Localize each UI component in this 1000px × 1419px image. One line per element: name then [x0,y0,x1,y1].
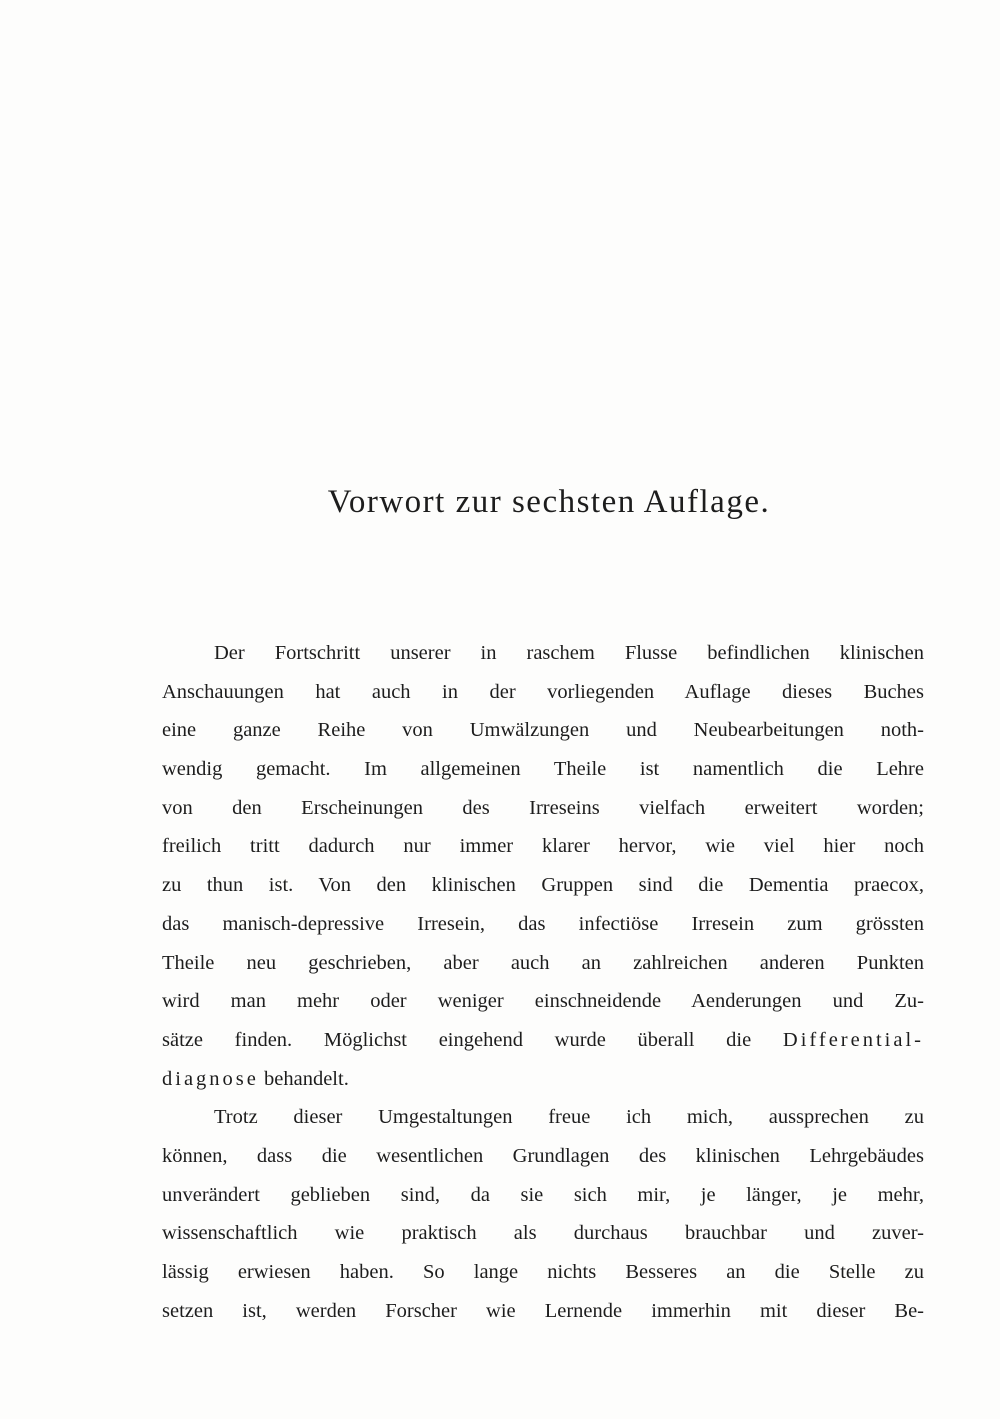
paragraph-line: Der Fortschritt unserer in raschem Flusse befindlichen klinischen [214,642,924,664]
emphasized-term: diagnose [162,1067,259,1090]
paragraph-line: zu thun ist. Von den klinischen Gruppen sind die Dementia praecox, [162,874,924,897]
paragraph-line: wird man mehr oder weniger einschneidende Aenderungen und Zu- [162,990,924,1013]
emphasized-term: Differential- [782,1028,924,1051]
paragraph-line: Anschauungen hat auch in der vorliegenden Auflage dieses Buches [162,680,924,703]
page-title: Vorwort zur sechsten Auflage. [327,484,771,520]
paragraph-line: können, dass die wesentlichen Grundlagen des klinischen Lehrgebäudes [162,1144,924,1167]
line-text: sätze finden. Möglichst eingehend wurde überall die [162,1028,752,1051]
paragraph-line: von den Erscheinungen des Irreseins vielfach erweitert worden; [162,796,924,819]
paragraph-line: freilich tritt dadurch nur immer klarer hervor, wie viel hier noch [162,835,924,858]
paragraph-line: wissenschaftlich wie praktisch als durchaus brauchbar und zuver- [162,1222,924,1245]
paragraph-line: eine ganze Reihe von Umwälzungen und Neubearbeitungen noth- [162,719,924,742]
paragraph-line: das manisch-depressive Irresein, das infectiöse Irresein zum grössten [162,912,924,935]
paragraph-line: unverändert geblieben sind, da sie sich mir, je länger, je mehr, [162,1183,924,1206]
paragraph-line: wendig gemacht. Im allgemeinen Theile ist namentlich die Lehre [162,758,924,781]
paragraph-line [162,1060,924,1099]
line-text: behandelt. [264,1067,349,1090]
paragraph-line: lässig erwiesen haben. So lange nichts Besseres an die Stelle zu [162,1261,924,1283]
body-text [162,634,924,1330]
paragraph-line: Trotz dieser Umgestaltungen freue ich mich, aussprechen zu [214,1106,924,1129]
paragraph-line: setzen ist, werden Forscher wie Lernende immerhin mit dieser Be- [162,1299,924,1322]
paragraph-line [162,1021,924,1060]
paragraph-line: Theile neu geschrieben, aber auch an zahlreichen anderen Punkten [162,951,924,974]
